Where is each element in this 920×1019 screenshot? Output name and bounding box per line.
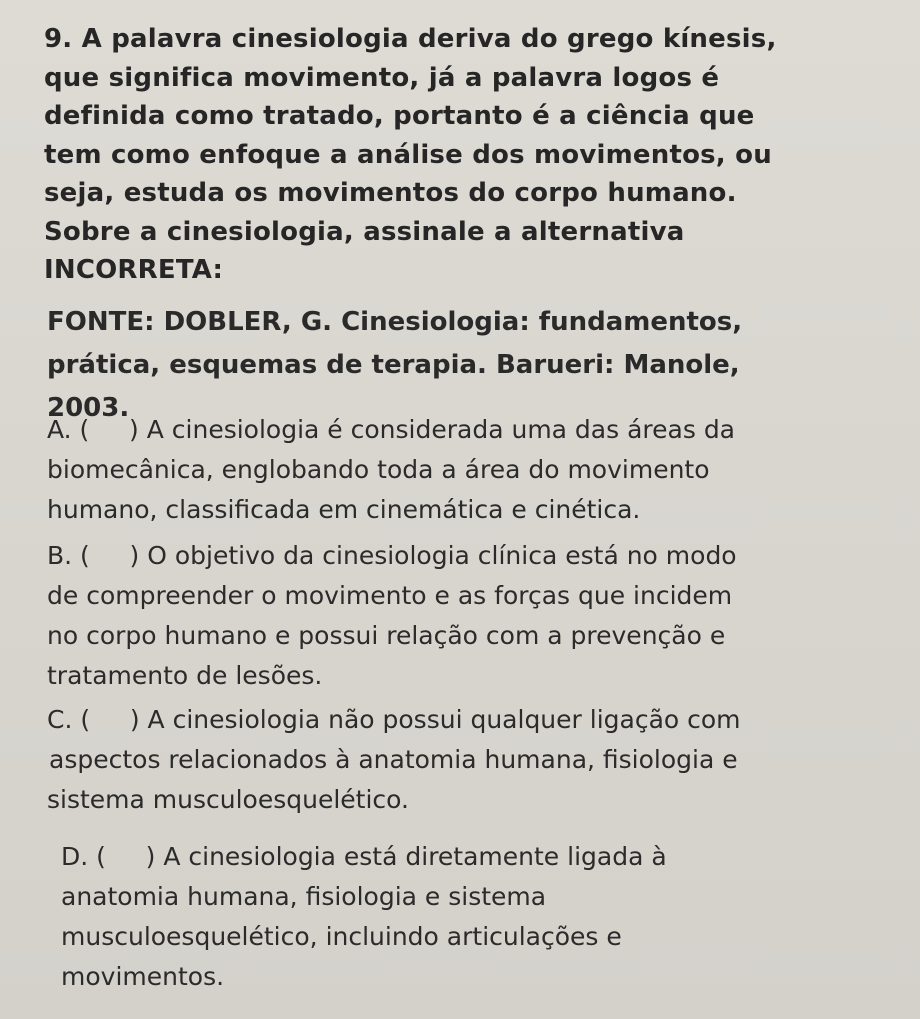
question-line: definida como tratado, portanto é a ciência que: [44, 101, 755, 131]
question-line: seja, estuda os movimentos do corpo humano.: [44, 178, 737, 208]
option-a[interactable]: [47, 410, 907, 530]
source-line: FONTE: DOBLER, G. Cinesiologia: fundamentos,: [47, 307, 743, 337]
option-b[interactable]: [47, 536, 907, 696]
option-c-text: aspectos relacionados à anatomia humana, fisiologia e: [49, 745, 738, 774]
option-d-text: musculoesquelético, incluindo articulações e: [61, 922, 622, 951]
option-d-text: anatomia humana, fisiologia e sistema: [61, 882, 547, 911]
option-c-text: sistema musculoesquelético.: [47, 785, 409, 814]
option-a-text: A cinesiologia é considerada uma das áreas da: [146, 415, 736, 444]
option-c[interactable]: [47, 700, 907, 820]
question-line: Sobre a cinesiologia, assinale a alternativa: [44, 216, 685, 247]
option-b-text: O objetivo da cinesiologia clínica está no modo: [147, 541, 737, 570]
option-a-marker[interactable]: A. ( ): [47, 415, 139, 444]
option-b-text: tratamento de lesões.: [47, 661, 323, 690]
question-line: tem como enfoque a análise dos movimentos, ou: [44, 139, 772, 170]
option-a-text: biomecânica, englobando toda a área do movimento: [47, 455, 710, 484]
option-a-text: humano, classificada em cinemática e cinética.: [47, 495, 641, 524]
question-statement: [44, 20, 904, 290]
source-line: prática, esquemas de terapia. Barueri: Manole,: [47, 350, 740, 380]
option-d-text: A cinesiologia está diretamente ligada à: [163, 842, 667, 871]
option-b-text: no corpo humano e possui relação com a prevenção e: [47, 621, 726, 650]
question-line: 9. A palavra cinesiologia deriva do grego kínesis,: [44, 24, 777, 54]
source-line: 2003.: [47, 393, 130, 423]
option-c-text: A cinesiologia não possui qualquer ligação com: [147, 705, 741, 734]
question-line: INCORRETA:: [44, 255, 224, 285]
option-d-marker[interactable]: D. ( ): [61, 842, 156, 871]
option-c-marker[interactable]: C. ( ): [47, 705, 140, 734]
option-b-text: de compreender o movimento e as forças que incidem: [47, 581, 733, 610]
option-d[interactable]: [47, 837, 907, 997]
option-d-text: movimentos.: [61, 962, 225, 991]
option-b-marker[interactable]: B. ( ): [47, 541, 140, 570]
question-line: que significa movimento, já a palavra logos é: [44, 62, 720, 93]
